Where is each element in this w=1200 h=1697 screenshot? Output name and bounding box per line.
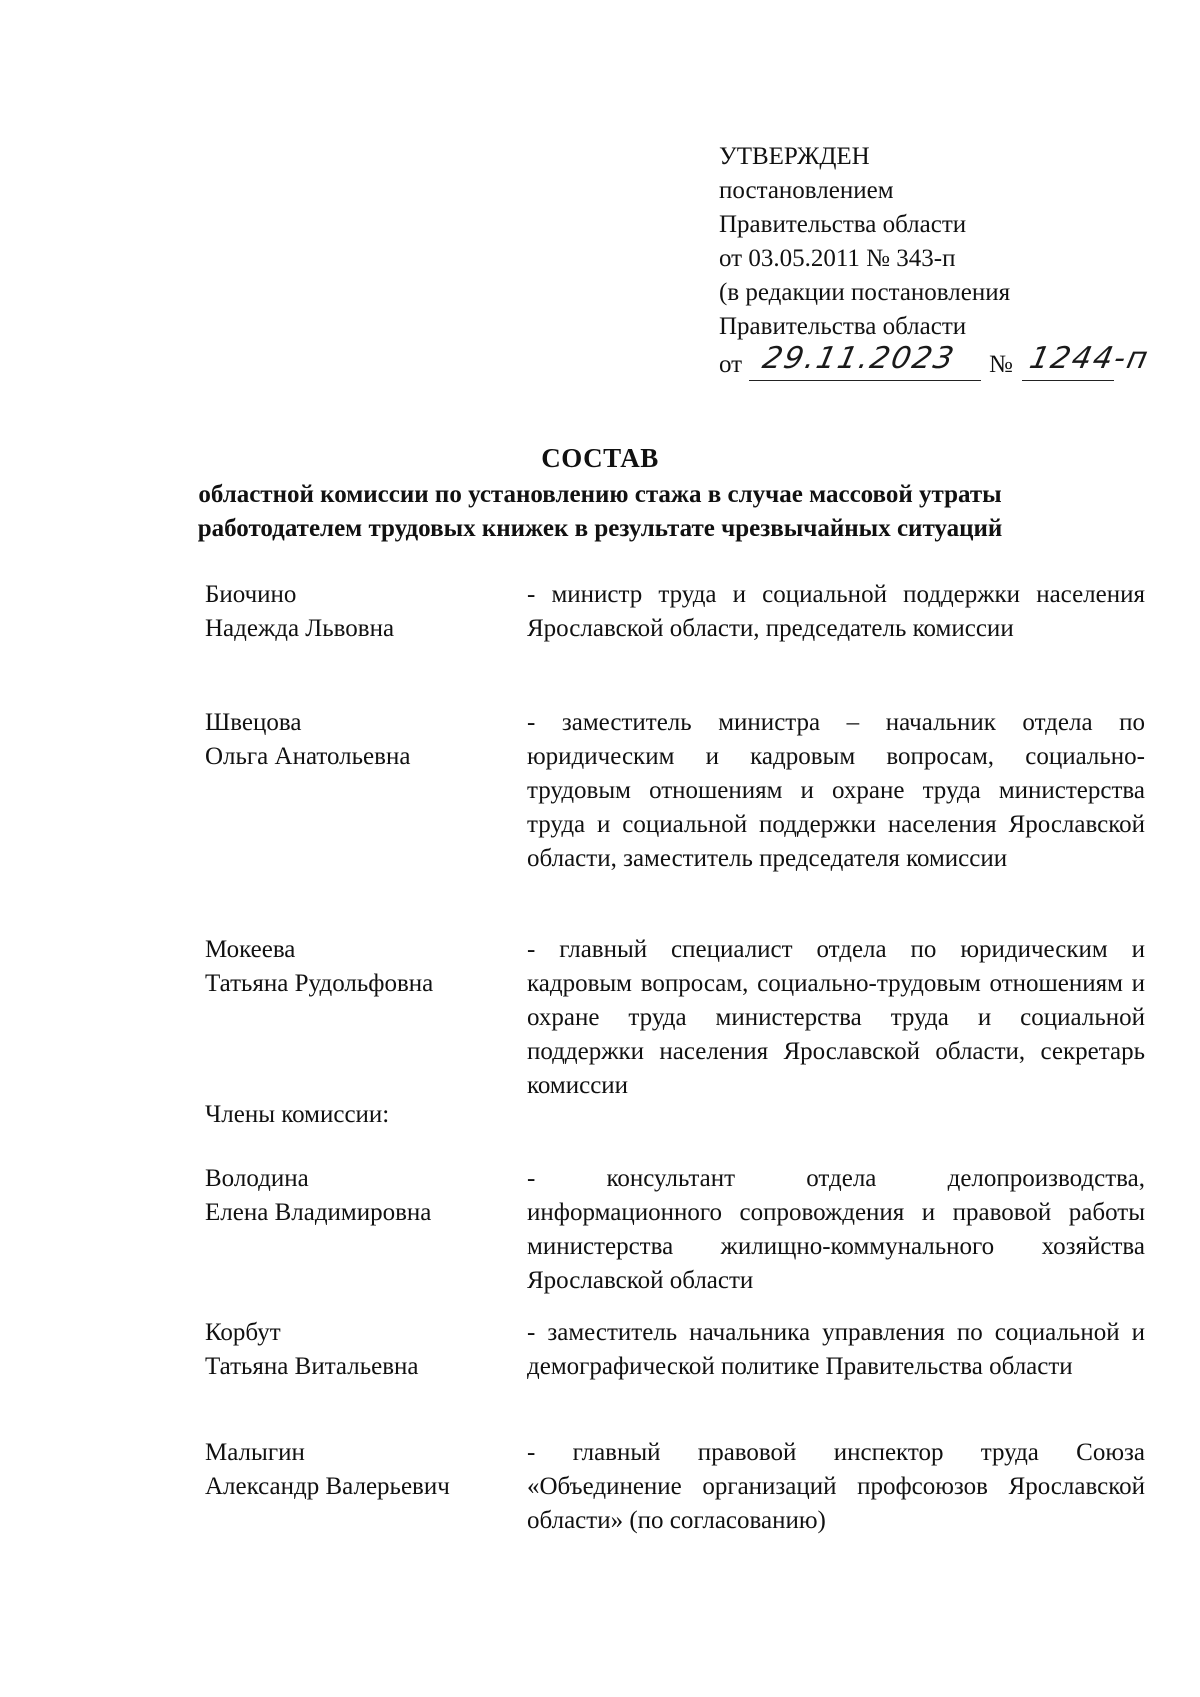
members-section-label: Члены комиссии: — [205, 1101, 390, 1128]
member-role: - заместитель министра – начальник отдела по юридическим и кадровым вопросам, социально-трудовым отношениям и охране труда министерства труда и социальной поддержки населения Ярославской области, заместитель председателя комиссии — [527, 709, 1145, 872]
member-name — [205, 1436, 505, 1504]
approval-line: Правительства области — [719, 211, 967, 238]
member-name — [205, 578, 505, 646]
subtitle-line: областной комиссии по установлению стажа в случае массовой утраты — [198, 481, 1002, 508]
member-role: - главный правовой инспектор труда Союза «Объединение организаций профсоюзов Ярославской области» (по согласованию) — [527, 1439, 1145, 1534]
handwritten-date: 29.11.2023 — [759, 341, 959, 376]
member-given-names: Татьяна Витальевна — [205, 1353, 419, 1380]
member-surname: Мокеева — [205, 936, 296, 963]
approval-line: постановлением — [719, 177, 894, 204]
member-role: - заместитель начальника управления по социальной и демографической политике Правительства области — [527, 1319, 1145, 1380]
date-prefix: от — [719, 351, 743, 378]
member-name — [205, 1316, 505, 1384]
member-surname: Швецова — [205, 709, 302, 736]
member-given-names: Александр Валерьевич — [205, 1473, 450, 1500]
member-surname: Володина — [205, 1165, 309, 1192]
member-surname: Малыгин — [205, 1439, 305, 1466]
member-surname: Биочино — [205, 581, 297, 608]
approval-heading: УТВЕРЖДЕН — [719, 143, 870, 170]
subtitle-line: работодателем трудовых книжек в результате чрезвычайных ситуаций — [197, 515, 1003, 542]
document-subtitle — [150, 478, 1050, 546]
member-given-names: Ольга Анатольевна — [205, 743, 411, 770]
member-role: - министр труда и социальной поддержки населения Ярославской области, председатель комиссии — [527, 581, 1145, 642]
member-name — [205, 706, 505, 774]
amendment-date-row — [719, 341, 1153, 384]
approval-line: от 03.05.2011 № 343-п — [719, 245, 956, 272]
member-given-names: Елена Владимировна — [205, 1199, 432, 1226]
number-label: № — [989, 351, 1013, 378]
approval-line: Правительства области — [719, 313, 967, 340]
handwritten-number: 1244-п — [1026, 341, 1153, 376]
member-name — [205, 1162, 505, 1230]
amendment-number-field — [1022, 341, 1153, 381]
approval-stamp — [719, 140, 1153, 384]
amendment-date-field — [749, 341, 981, 381]
document-title: СОСТАВ — [541, 443, 659, 473]
member-given-names: Татьяна Рудольфовна — [205, 970, 434, 997]
member-role: - главный специалист отдела по юридическим и кадровым вопросам, социально-трудовым отношениям и охране труда министерства труда и социальной поддержки населения Ярославской области, секретарь комиссии — [527, 936, 1145, 1099]
approval-line: (в редакции постановления — [719, 279, 1011, 306]
member-given-names: Надежда Львовна — [205, 615, 395, 642]
member-name — [205, 933, 505, 1001]
member-role: - консультант отдела делопроизводства, информационного сопровождения и правовой работы министерства жилищно-коммунального хозяйства Ярославской области — [527, 1165, 1145, 1294]
member-surname: Корбут — [205, 1319, 281, 1346]
